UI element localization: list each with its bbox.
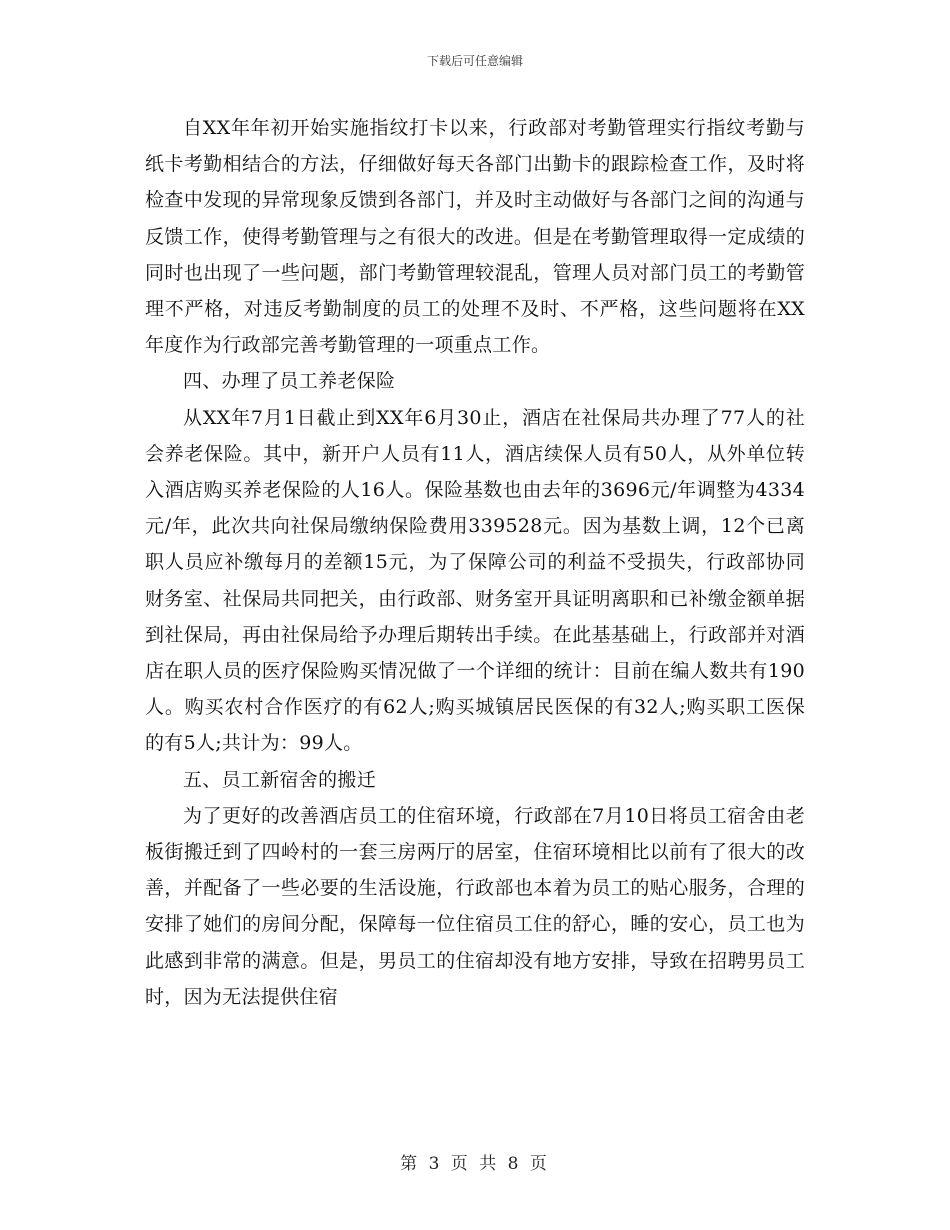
paragraph-dormitory-move: 为了更好的改善酒店员工的住宿环境，行政部在7月10日将员工宿舍由老板街搬迁到了四岭村的一套三房两厅的居室，住宿环境相比以前有了很大的改善，并配备了一些必要的生活设施，行政部也本着为员工的贴心服务，合理的安排了她们的房间分配，保障每一位住宿员工住的舒心，睡的安心，员工也为此感到非常的满意。但是，男员工的住宿却没有地方安排，导致在招聘男员工时，因为无法提供住宿 — [145, 804, 805, 1008]
heading-pension-insurance: 四、办理了员工养老保险 — [183, 370, 396, 393]
page-number: 第 3 页 共 8 页 — [400, 1154, 550, 1174]
document-body — [145, 110, 805, 1015]
paragraph-pension-insurance: 从XX年7月1日截止到XX年6月30止，酒店在社保局共办理了77人的社会养老保险。其中，新开户人员有11人，酒店续保人员有50人，从外单位转入酒店购买养老保险的人16人。保险基数也由去年的3696元/年调整为4334元/年，此次共向社保局缴纳保险费用339528元。因为基数上调，12个已离职人员应补缴每月的差额15元，为了保障公司的利益不受损失，行政部协同财务室、社保局共同把关，由行政部、财务室开具证明离职和已补缴金额单据到社保局，再由社保局给予办理后期转出手续。在此基基础上，行政部并对酒店在职人员的医疗保险购买情况做了一个详细的统计：目前在编人数共有190人。购买农村合作医疗的有62人;购买城镇居民医保的有32人;购买职工医保的有5人;共计为：99人。 — [145, 406, 805, 755]
page-header-note: 下载后可任意编辑 — [426, 54, 523, 68]
paragraph-attendance: 自XX年年初开始实施指纹打卡以来，行政部对考勤管理实行指纹考勤与纸卡考勤相结合的方法，仔细做好每天各部门出勤卡的跟踪检查工作，及时将检查中发现的异常现象反馈到各部门，并及时主动做好与各部门之间的沟通与反馈工作，使得考勤管理与之有很大的改进。但是在考勤管理取得一定成绩的同时也出现了一些问题，部门考勤管理较混乱，管理人员对部门员工的考勤管理不严格，对违反考勤制度的员工的处理不及时、不严格，这些问题将在XX年度作为行政部完善考勤管理的一项重点工作。 — [145, 117, 805, 357]
heading-dormitory-move: 五、员工新宿舍的搬迁 — [183, 768, 377, 791]
